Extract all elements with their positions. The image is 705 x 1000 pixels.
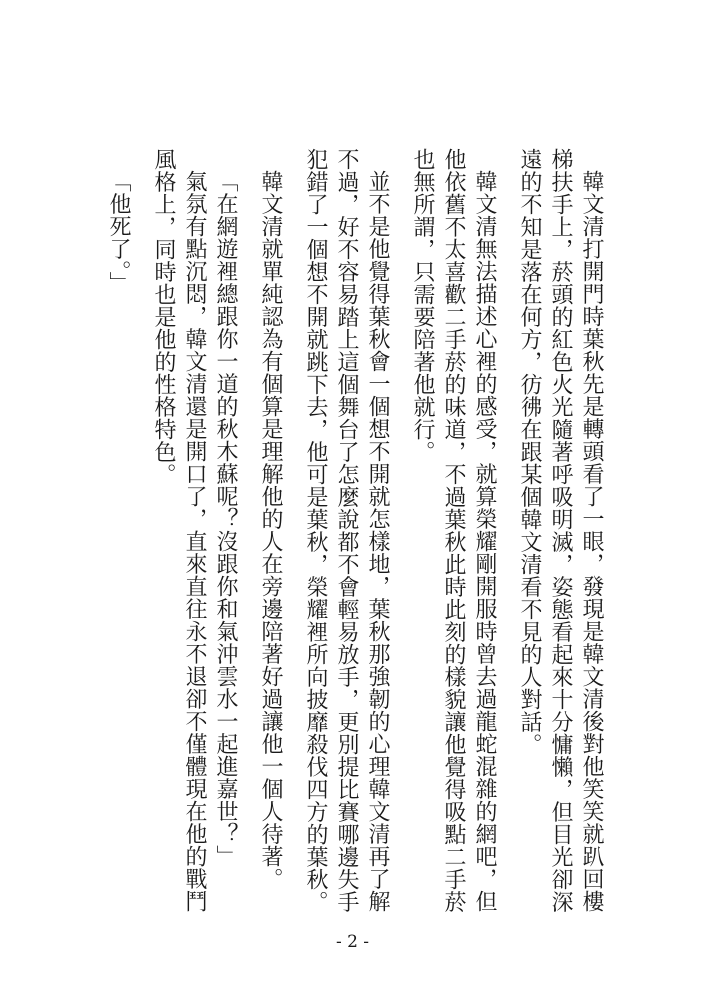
paragraph-6: 氣氛有點沉悶，韓文清還是開口了，直來直往永不退卻不僅體現在他的戰鬥風格上，同時也是他的性格特色。	[151, 148, 207, 913]
page-number: - 2 -	[335, 932, 370, 952]
paragraph-1: 韓文清打開門時葉秋先是轉頭看了一眼，發現是韓文清後對他笑笑就趴回樓梯扶手上，菸頭的紅色火光隨著呼吸明滅，姿態看起來十分慵懶，但目光卻深遠的不知是落在何方，彷彿在跟某個韓文清看不見的人對話。	[517, 148, 604, 913]
vertical-text-block	[87, 148, 607, 918]
paragraph-5: 「在網遊裡總跟你一道的秋木蘇呢？沒跟你和氣沖雲水一起進嘉世？」	[213, 170, 238, 868]
paragraph-7: 「他死了。」	[106, 170, 131, 294]
paragraph-3: 並不是他覺得葉秋會一個想不開就怎樣地，葉秋那強韌的心理韓文清再了解不過，好不容易踏上這個舞台了怎麼說都不會輕易放手，更別提比賽哪邊失手犯錯了一個想不開就跳下去，他可是葉秋，榮耀裡所向披靡殺伐四方的葉秋。	[303, 148, 390, 913]
paragraph-2: 韓文清無法描述心裡的感受，就算榮耀剛開服時曾去過龍蛇混雜的網吧，但他依舊不太喜歡二手菸的味道，不過葉秋此時此刻的樣貌讓他覺得吸點二手菸也無所謂，只需要陪著他就行。	[410, 148, 497, 913]
paragraph-4: 韓文清就單純認為有個算是理解他的人在旁邊陪著好過讓他一個人待著。	[258, 170, 283, 890]
